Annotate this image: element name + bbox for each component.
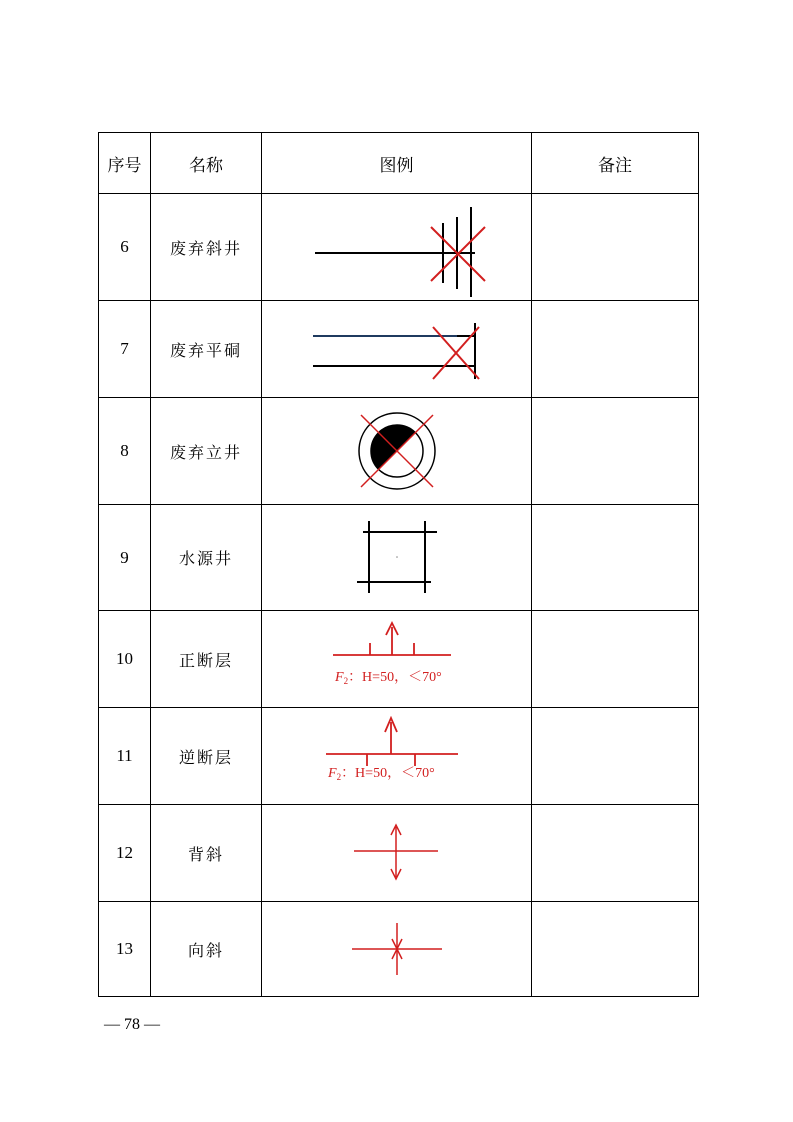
fault-label: $F_2$：H=50，＜70° [334,670,442,686]
row-remarks [532,194,699,301]
header-seq: 序号 [99,133,151,194]
water-well-symbol [347,515,447,601]
anticline-symbol [342,823,452,883]
table-row [99,301,699,398]
row-number: 12 [99,805,151,902]
row-number: 13 [99,902,151,997]
header-remarks: 备注 [532,133,699,194]
row-legend [262,301,532,398]
row-name: 废弃平硐 [151,301,262,398]
table-row [99,194,699,301]
table-header-row [99,133,699,194]
row-legend [262,805,532,902]
row-remarks [532,708,699,805]
row-name: 废弃立井 [151,398,262,505]
row-legend [262,194,532,301]
row-name: 水源井 [151,505,262,611]
row-remarks [532,398,699,505]
row-number: 11 [99,708,151,805]
row-legend [262,611,532,708]
fault-label: $F_2$：H=50，＜70° [327,766,435,782]
row-name: 正断层 [151,611,262,708]
table-row [99,505,699,611]
row-legend [262,708,532,805]
row-name: 废弃斜井 [151,194,262,301]
row-number: 6 [99,194,151,301]
row-number: 8 [99,398,151,505]
row-remarks [532,505,699,611]
row-name: 向斜 [151,902,262,997]
table-row [99,708,699,805]
row-remarks [532,301,699,398]
legend-table [98,132,699,997]
abandoned-vertical-shaft-symbol [347,406,447,496]
abandoned-adit-symbol [297,309,497,389]
row-legend [262,902,532,997]
normal-fault-symbol [327,619,467,699]
header-legend: 图例 [262,133,532,194]
abandoned-incline-shaft-symbol [297,197,497,297]
reverse-fault-symbol [322,716,472,796]
table-row [99,398,699,505]
row-name: 逆断层 [151,708,262,805]
syncline-symbol [342,919,452,979]
table-row [99,902,699,997]
page-number: — 78 — [104,1016,160,1033]
row-number: 10 [99,611,151,708]
row-remarks [532,611,699,708]
row-remarks [532,805,699,902]
row-number: 7 [99,301,151,398]
row-legend [262,398,532,505]
row-remarks [532,902,699,997]
table-row [99,805,699,902]
row-name: 背斜 [151,805,262,902]
table-row [99,611,699,708]
row-legend [262,505,532,611]
row-number: 9 [99,505,151,611]
header-name: 名称 [151,133,262,194]
